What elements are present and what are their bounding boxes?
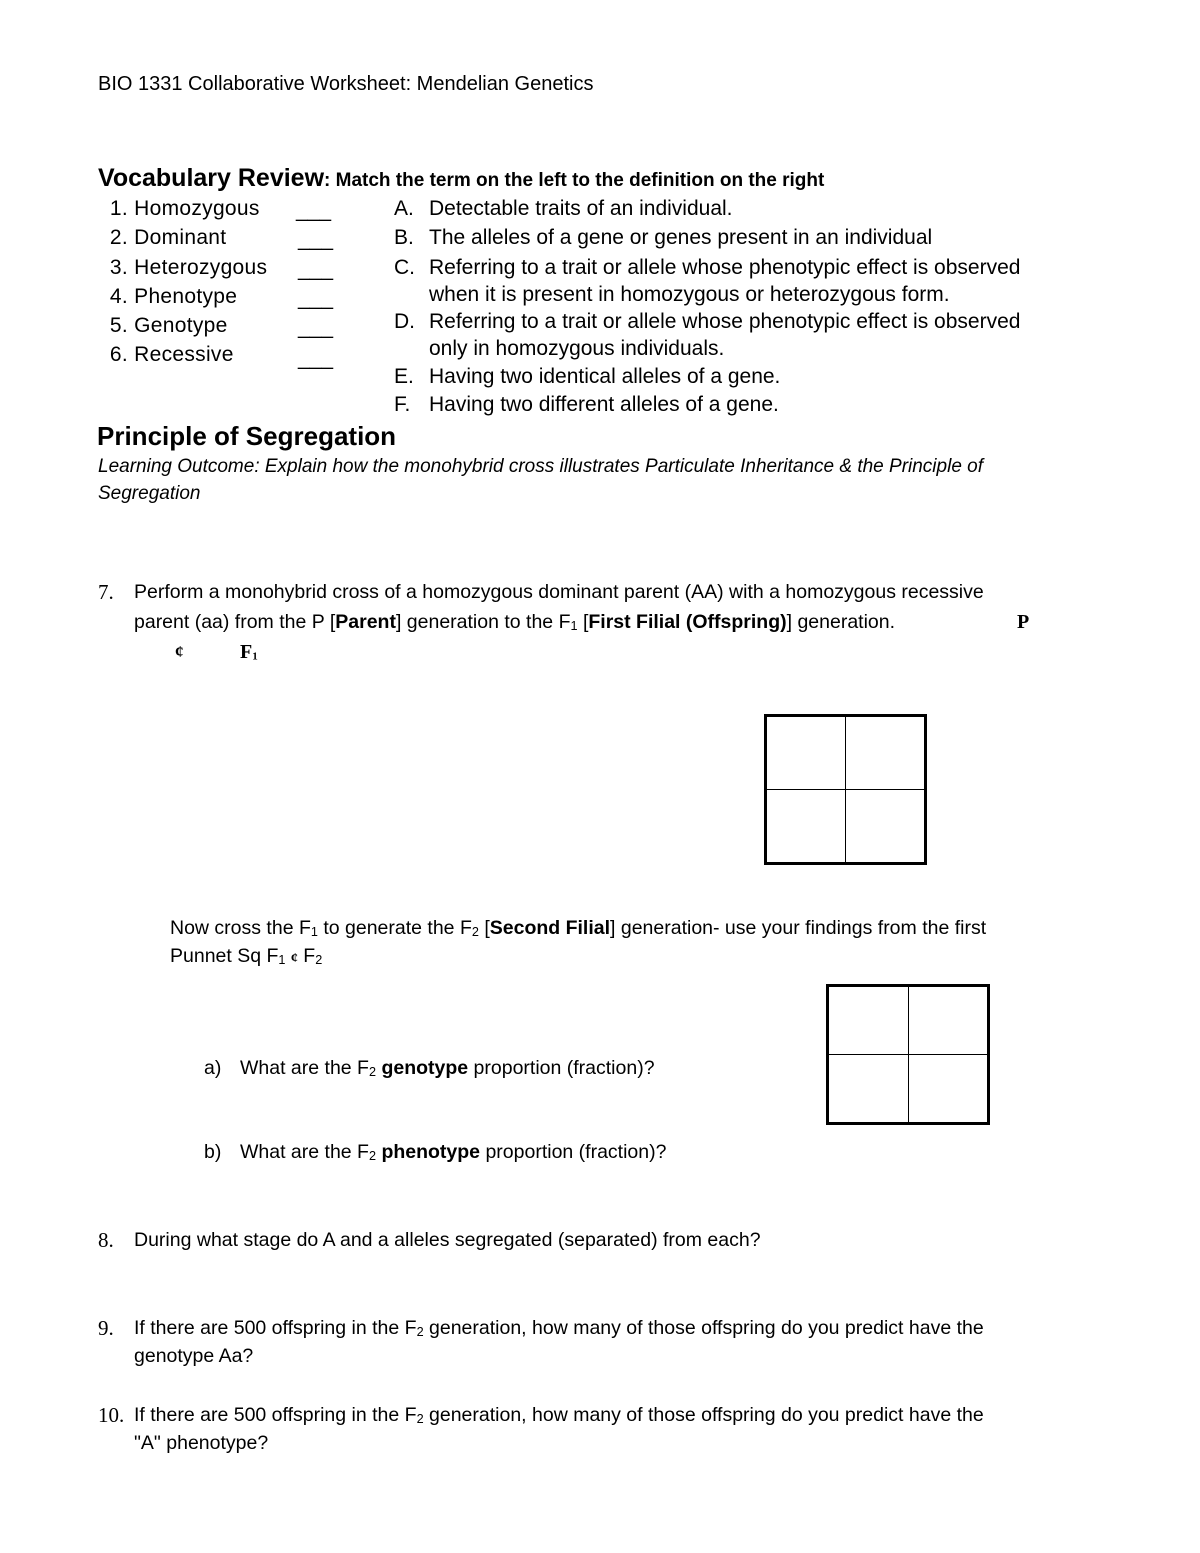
question-number: 7.	[98, 580, 114, 604]
punnett-cell[interactable]	[908, 986, 988, 1055]
q7b-label: b)	[204, 1141, 222, 1163]
definition-letter: E.	[394, 365, 414, 388]
punnett-cell[interactable]	[828, 1054, 909, 1123]
term-label: Recessive	[134, 343, 234, 366]
answer-blank[interactable]: ___	[298, 347, 334, 370]
definition-letter: C.	[394, 256, 415, 279]
term-label: Heterozygous	[134, 256, 268, 279]
term-item: 4. Phenotype	[109, 285, 238, 308]
answer-blank[interactable]: ___	[296, 199, 332, 222]
vocab-instruction: : Match the term on the left to the definition on the right	[324, 170, 825, 191]
q9-line2: genotype Aa?	[134, 1345, 254, 1367]
punnett-cell[interactable]	[766, 716, 846, 790]
vocab-title-line	[98, 164, 824, 193]
definition-text: Detectable traits of an individual.	[429, 197, 733, 220]
symbol-p: P	[1017, 611, 1030, 633]
q8-text: During what stage do A and a alleles segregated (separated) from each?	[134, 1229, 761, 1251]
definition-text: when it is present in homozygous or heterozygous form.	[429, 283, 950, 306]
definition-text: only in homozygous individuals.	[429, 337, 725, 360]
q9-line1: If there are 500 offspring in the $F_2$ generation, how many of those offspring do you predict have the	[134, 1317, 984, 1339]
answer-blank[interactable]: ___	[298, 316, 334, 339]
term-item: 5. Genotype	[109, 314, 228, 337]
definition-text: Having two different alleles of a gene.	[429, 393, 779, 416]
punnett-cell[interactable]	[908, 1054, 988, 1123]
definition-letter: B.	[394, 226, 414, 249]
punnett-square-f1	[764, 714, 927, 865]
f2-instruction-line2: Punnet Sq $F_1$ ¢ $F_2$	[170, 945, 323, 967]
answer-blank[interactable]: ___	[298, 287, 334, 310]
definition-letter: A.	[394, 197, 414, 220]
q10-line2: "A" phenotype?	[134, 1432, 269, 1454]
arrow-icon: ¢	[290, 951, 298, 966]
q7a-label: a)	[204, 1057, 222, 1079]
definition-text: Referring to a trait or allele whose phenotypic effect is observed	[429, 256, 1021, 279]
answer-blank[interactable]: ___	[298, 228, 334, 251]
term-label: Genotype	[134, 314, 228, 337]
q10-line1: If there are 500 offspring in the $F_2$ generation, how many of those offspring do you predict have the	[134, 1404, 984, 1426]
segregation-title: Principle of Segregation	[97, 421, 397, 451]
term-item: 1. Homozygous	[109, 197, 260, 220]
definition-letter: D.	[394, 310, 415, 333]
q7-line1: Perform a monohybrid cross of a homozygous dominant parent (AA) with a homozygous recessive	[134, 581, 984, 603]
term-label: Homozygous	[134, 197, 260, 220]
definition-letter: F.	[394, 393, 411, 416]
definition-text: Referring to a trait or allele whose phenotypic effect is observed	[429, 310, 1021, 333]
q7-line2: parent (aa) from the P [Parent] generation to the $F_1$ [First Filial (Offspring)] generation.	[134, 611, 896, 633]
learning-outcome-line2: Segregation	[98, 483, 201, 504]
vocab-title: Vocabulary Review	[98, 164, 325, 192]
definition-text: Having two identical alleles of a gene.	[429, 365, 781, 388]
learning-outcome-line1: Learning Outcome: Explain how the monohybrid cross illustrates Particulate Inheritance & the Principle of	[98, 456, 984, 477]
punnett-cell[interactable]	[845, 789, 925, 863]
term-label: Dominant	[134, 226, 227, 249]
symbol-f1: $F_1$	[240, 641, 258, 663]
f2-instruction-line1: Now cross the $F_1$ to generate the $F_2$ [Second Filial] generation- use your findings from the first	[170, 917, 987, 939]
question-number: 8.	[98, 1228, 114, 1252]
punnett-cell[interactable]	[845, 716, 925, 790]
punnett-square-f2	[826, 984, 990, 1125]
question-number: 9.	[98, 1316, 114, 1340]
answer-blank[interactable]: ___	[298, 258, 334, 281]
term-item: 6. Recessive	[109, 343, 234, 366]
arrow-icon: ¢	[175, 642, 184, 661]
q7b-text: What are the $F_2$ phenotype proportion (fraction)?	[240, 1141, 667, 1163]
punnett-cell[interactable]	[828, 986, 909, 1055]
definition-text: The alleles of a gene or genes present in an individual	[429, 226, 933, 249]
term-item: 3. Heterozygous	[109, 256, 268, 279]
term-item: 2. Dominant	[109, 226, 227, 249]
question-number: 10.	[98, 1403, 125, 1427]
q7a-text: What are the $F_2$ genotype proportion (fraction)?	[240, 1057, 655, 1079]
worksheet-header: BIO 1331 Collaborative Worksheet: Mendelian Genetics	[98, 73, 594, 95]
punnett-cell[interactable]	[766, 789, 846, 863]
term-label: Phenotype	[134, 285, 238, 308]
